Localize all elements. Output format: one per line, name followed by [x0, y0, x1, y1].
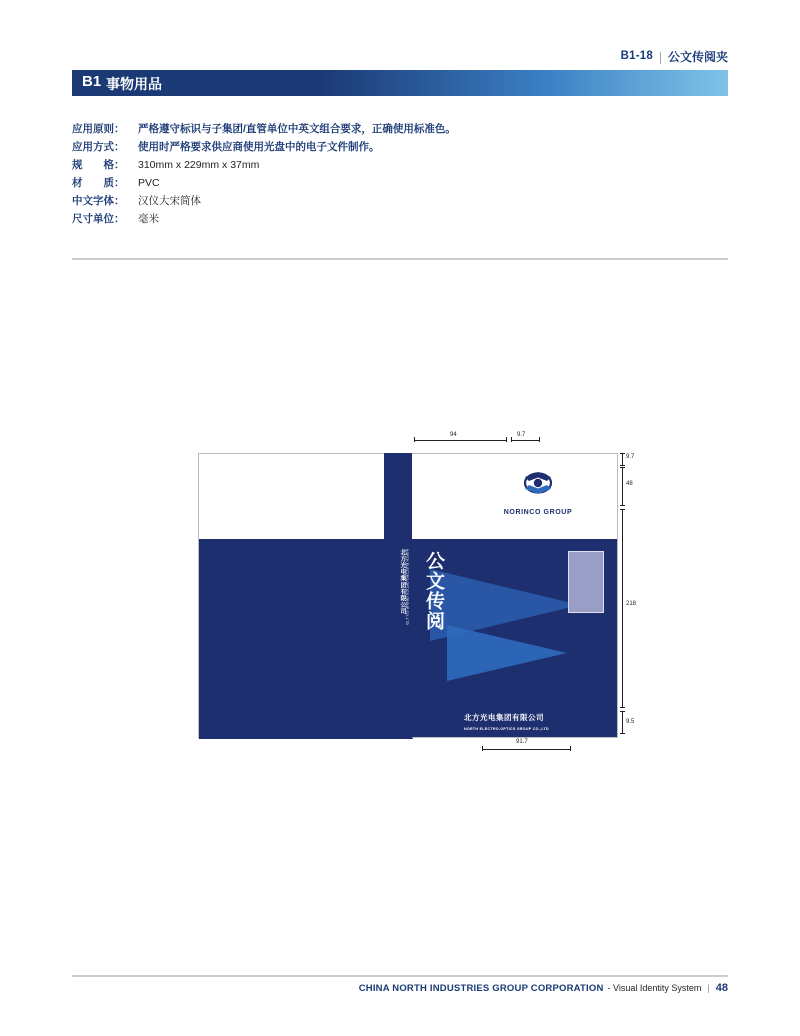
spec-value: 汉仪大宋简体: [138, 195, 201, 207]
front-cover-company-en: NORTH ELECTRO-OPTICS GROUP CO.,LTD: [464, 727, 549, 731]
dim-tick: [511, 437, 512, 442]
dim-line-right-logo: [622, 467, 623, 505]
footer-page-number: 48: [715, 982, 728, 994]
logo-wordmark: NORINCO GROUP: [503, 509, 573, 516]
front-cover-window: [568, 551, 604, 613]
spec-row: [72, 122, 672, 136]
spec-label: 应用原则：: [72, 123, 125, 135]
dim-tick: [539, 437, 540, 442]
dim-tick: [620, 505, 625, 506]
folder-spine: [384, 453, 412, 738]
front-cover-blue-field: [412, 539, 618, 738]
dim-tick: [570, 746, 571, 751]
dim-tick: [620, 711, 625, 712]
back-cover-blue-field: [199, 539, 413, 739]
spec-label: 规 格：: [72, 159, 125, 171]
content-divider: [72, 258, 728, 260]
front-cover-company-cn: 北方光电集团有限公司: [464, 713, 544, 722]
dim-tick: [414, 437, 415, 442]
spec-value: 毫米: [138, 213, 159, 225]
spec-label: 尺寸单位：: [72, 213, 125, 225]
footer-subtitle: - Visual Identity System: [607, 983, 702, 993]
spine-company-en: NORTH ELECTRO-OPTICS GROUP CO.,LTD: [405, 549, 409, 626]
section-title: 事物用品: [106, 76, 162, 92]
spine-company-cn: 北方光电集团有限公司: [399, 549, 405, 615]
dim-tick: [620, 509, 625, 510]
dim-line-bottom-width: [482, 749, 570, 750]
dim-label-right-logo: 48: [626, 481, 633, 487]
norinco-logo: [488, 468, 588, 516]
spec-row: [72, 140, 672, 154]
spec-value: 使用时严格要求供应商使用光盘中的电子文件制作。: [138, 141, 380, 153]
footer-company-name: CHINA NORTH INDUSTRIES GROUP CORPORATION: [358, 982, 604, 994]
folder-back-cover: [198, 453, 412, 738]
page-header: [0, 46, 800, 66]
dim-label-right-bottom: 9.5: [626, 719, 635, 725]
dim-line-right-top: [622, 453, 623, 465]
spec-label: 材 质：: [72, 177, 125, 189]
dim-tick: [620, 453, 625, 454]
spec-row: [72, 212, 672, 226]
header-divider: [660, 52, 661, 64]
specification-list: [72, 122, 672, 230]
spec-row: [72, 158, 672, 172]
dim-label-bottom-width: 91.7: [516, 739, 528, 745]
footer-separator: |: [707, 983, 710, 993]
decorative-triangle-2: [447, 625, 567, 681]
dim-line-right-bottom: [622, 711, 623, 733]
spec-row: [72, 176, 672, 190]
dim-tick: [506, 437, 507, 442]
spec-value: 310mm x 229mm x 37mm: [138, 159, 260, 171]
spec-label: 中文字体：: [72, 195, 125, 207]
section-number: B1: [82, 73, 102, 90]
dim-tick: [620, 467, 625, 468]
spec-label: 应用方式：: [72, 141, 125, 153]
footer-divider: [72, 975, 728, 977]
dim-line-right-body: [622, 509, 623, 707]
header-section-code: B1-18: [620, 50, 653, 62]
header-section-title: 公文传阅夹: [667, 49, 728, 64]
spec-row: [72, 194, 672, 208]
dim-tick: [620, 465, 625, 466]
dim-line-top-right: [511, 440, 539, 441]
dim-tick: [620, 733, 625, 734]
dim-line-top-width: [414, 440, 506, 441]
spec-value: PVC: [138, 177, 160, 189]
dim-label-right-top: 9.7: [626, 454, 635, 460]
dim-label-top-width: 94: [450, 432, 457, 438]
folder-front-cover: [412, 453, 618, 738]
spec-value: 严格遵守标识与子集团/直管单位中英文组合要求，正确使用标准色。: [138, 123, 456, 135]
artwork-mockup: [198, 432, 637, 745]
section-title-band: [72, 70, 728, 96]
dim-tick: [620, 707, 625, 708]
front-cover-title: 公文传阅: [423, 551, 444, 631]
page-footer: [0, 982, 800, 994]
dim-label-top-right: 9.7: [517, 432, 526, 438]
dim-label-right-body: 218: [626, 601, 637, 607]
norinco-mark-icon: [517, 468, 559, 502]
dim-tick: [482, 746, 483, 751]
